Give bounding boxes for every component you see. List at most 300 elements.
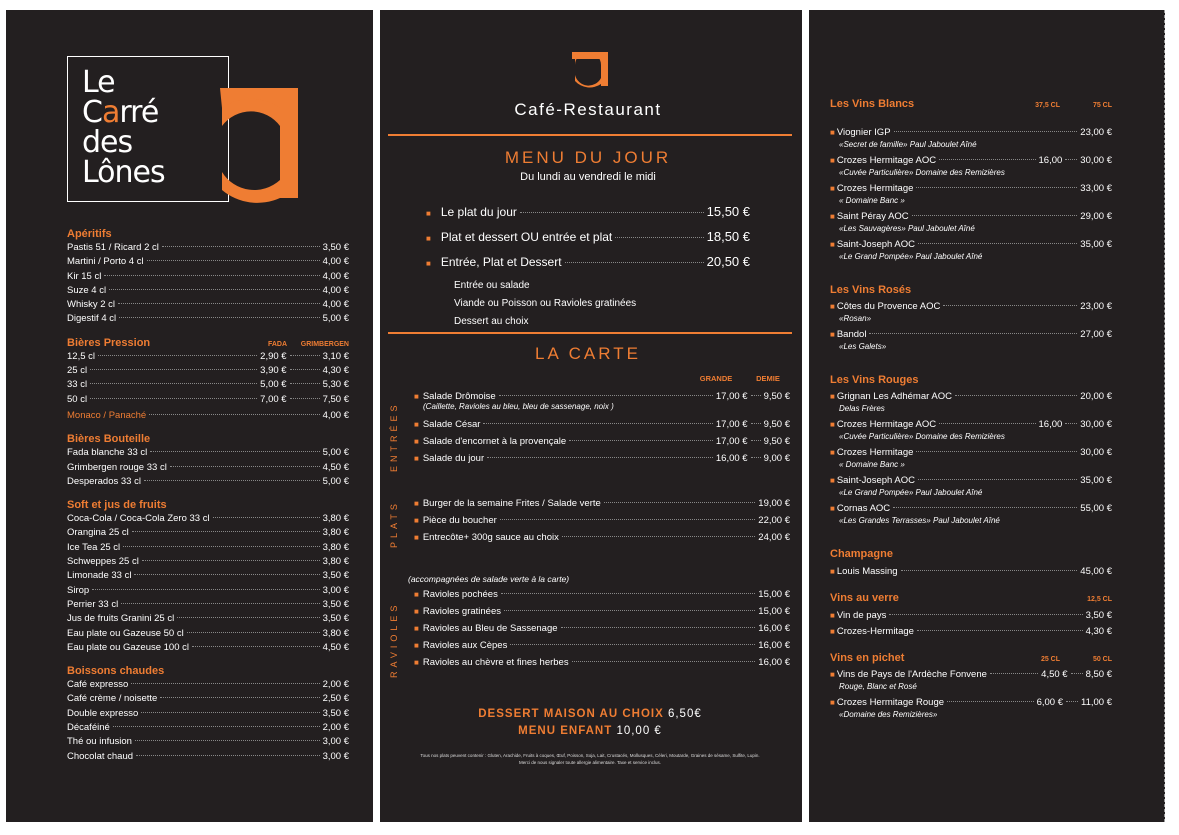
soft-price: 3,80 € bbox=[322, 541, 349, 553]
boisson-chaude-price: 3,00 € bbox=[322, 750, 349, 762]
verre-col: 12,5 CL bbox=[1087, 596, 1112, 603]
aperitif-price: 4,00 € bbox=[322, 270, 349, 282]
boisson-chaude-row bbox=[67, 721, 349, 735]
bullet-icon: ■ bbox=[830, 184, 835, 193]
bieres-pression-title: Bières Pression bbox=[67, 336, 151, 349]
raviole-row bbox=[414, 654, 790, 671]
vin-blanc-name: Viognier IGP bbox=[836, 127, 891, 138]
boissons-chaudes-title: Boissons chaudes bbox=[67, 665, 165, 678]
pression-size: 12,5 cl bbox=[67, 350, 95, 362]
soft-price: 3,00 € bbox=[322, 584, 349, 596]
raviole-name: Ravioles au Bleu de Sassenage bbox=[422, 623, 558, 634]
vin-rouge-item bbox=[830, 474, 1112, 498]
plat-row bbox=[414, 512, 790, 529]
vin-blanc-name: Saint-Joseph AOC bbox=[836, 239, 915, 250]
vin-rouge-row bbox=[830, 474, 1112, 487]
vin-blanc-row bbox=[830, 182, 1112, 195]
bullet-icon: ■ bbox=[830, 504, 835, 513]
soft-name: Coca-Cola / Coca-Cola Zero 33 cl bbox=[67, 513, 210, 525]
monaco-name: Monaco / Panaché bbox=[67, 409, 147, 421]
biere-bouteille-name: Fada blanche 33 cl bbox=[67, 447, 148, 459]
boisson-chaude-name: Thé ou infusion bbox=[67, 736, 132, 748]
menu-du-jour-list bbox=[426, 200, 750, 331]
rule-top bbox=[388, 134, 792, 136]
bullet-icon: ■ bbox=[830, 611, 835, 620]
menu-du-jour-row bbox=[426, 225, 750, 250]
soft-row bbox=[67, 612, 349, 626]
aperitif-price: 4,00 € bbox=[322, 256, 349, 268]
soft-name: Eau plate ou Gazeuse 50 cl bbox=[67, 627, 184, 639]
entree-grande-price: 16,00 € bbox=[715, 453, 748, 464]
aperitif-row bbox=[67, 270, 349, 284]
vin-blanc-producer: «Le Grand Pompée» Paul Jaboulet Aîné bbox=[839, 252, 983, 261]
pression-size: 33 cl bbox=[67, 379, 88, 391]
raviole-price: 16,00 € bbox=[758, 623, 790, 634]
vin-pichet-price: 8,50 € bbox=[1085, 669, 1112, 680]
bullet-icon: ■ bbox=[426, 234, 431, 243]
entree-note: (Caillette, Ravioles au bleu, bleu de sassenage, noix ) bbox=[423, 402, 614, 411]
vin-blanc-price: 35,00 € bbox=[1080, 239, 1112, 250]
soft-price: 3,50 € bbox=[322, 570, 349, 582]
entree-demie-price: 9,50 € bbox=[763, 419, 790, 430]
aperitif-row bbox=[67, 241, 349, 255]
menu-du-jour-detail: Entrée ou salade bbox=[454, 280, 530, 291]
vin-pichet-price: 11,00 € bbox=[1081, 697, 1112, 708]
aperitifs-list bbox=[67, 241, 349, 327]
vin-rouge-item bbox=[830, 390, 1112, 414]
soft-row bbox=[67, 555, 349, 569]
raviole-row bbox=[414, 586, 790, 603]
bullet-icon: ■ bbox=[414, 533, 419, 542]
boisson-chaude-price: 3,00 € bbox=[322, 736, 349, 748]
dessert-price: 6,50€ bbox=[667, 708, 702, 720]
raviole-price: 15,00 € bbox=[758, 606, 790, 617]
blancs-col1: 37,5 CL bbox=[1035, 102, 1060, 109]
vin-blanc-row bbox=[830, 210, 1112, 223]
bullet-icon: ■ bbox=[830, 302, 835, 311]
plat-price: 19,00 € bbox=[758, 498, 790, 509]
fold-gap-left bbox=[373, 10, 380, 822]
vin-rouge-name: Crozes Hermitage bbox=[836, 447, 914, 458]
wines-column bbox=[830, 98, 1112, 724]
plat-row bbox=[414, 495, 790, 512]
fada-price: 2,90 € bbox=[260, 350, 287, 362]
vin-pichet-price-small: 4,50 € bbox=[1041, 669, 1068, 680]
vin-pichet-name: Vins de Pays de l'Ardèche Fonvene bbox=[836, 669, 987, 680]
vin-rouge-producer: «Les Grandes Terrasses» Paul Jaboulet Aîné bbox=[839, 516, 1000, 525]
vin-rouge-name: Saint-Joseph AOC bbox=[836, 475, 915, 486]
vin-rose-producer: «Rosan» bbox=[839, 314, 872, 323]
soft-name: Limonade 33 cl bbox=[67, 570, 132, 582]
logo-text bbox=[82, 65, 232, 190]
entree-row bbox=[414, 450, 790, 467]
bullet-icon: ■ bbox=[830, 240, 835, 249]
champagne-name: Louis Massing bbox=[836, 566, 898, 577]
soft-row bbox=[67, 541, 349, 555]
aperitif-price: 4,00 € bbox=[322, 284, 349, 296]
boisson-chaude-price: 3,50 € bbox=[322, 707, 349, 719]
menu-du-jour-name: Plat et dessert OU entrée et plat bbox=[440, 230, 613, 244]
vins-roses-title: Les Vins Rosés bbox=[830, 284, 912, 296]
aperitif-price: 4,00 € bbox=[322, 299, 349, 311]
soft-price: 3,50 € bbox=[322, 613, 349, 625]
vin-blanc-price: 23,00 € bbox=[1080, 127, 1112, 138]
plat-price: 24,00 € bbox=[758, 532, 790, 543]
aperitifs-title: Apéritifs bbox=[67, 228, 112, 240]
fada-header: FADA bbox=[267, 340, 287, 348]
entree-demie-price: 9,50 € bbox=[763, 391, 790, 402]
menu-du-jour-price: 15,50 € bbox=[706, 204, 750, 219]
vin-blanc-name: Crozes Hermitage bbox=[836, 183, 914, 194]
soft-name: Ice Tea 25 cl bbox=[67, 541, 121, 553]
aperitif-name: Martini / Porto 4 cl bbox=[67, 256, 144, 268]
fada-price: 5,00 € bbox=[260, 379, 287, 391]
soft-title: Soft et jus de fruits bbox=[67, 499, 167, 512]
raviole-name: Ravioles au chèvre et fines herbes bbox=[422, 657, 569, 668]
boisson-chaude-row bbox=[67, 735, 349, 749]
dessert-line bbox=[388, 708, 792, 720]
menu-du-jour-detail: Viande ou Poisson ou Ravioles gratinées bbox=[454, 298, 637, 309]
vin-blanc-producer: «Secret de famille» Paul Jaboulet Aîné bbox=[839, 140, 977, 149]
vin-rouge-row bbox=[830, 390, 1112, 403]
dessert-label: DESSERT MAISON AU CHOIX bbox=[478, 708, 664, 720]
vin-verre-name: Crozes-Hermitage bbox=[836, 626, 914, 637]
vin-blanc-item bbox=[830, 154, 1112, 178]
bullet-icon: ■ bbox=[414, 420, 419, 429]
vin-rose-item bbox=[830, 300, 1112, 324]
menu-du-jour-subtitle: Du lundi au vendredi le midi bbox=[520, 171, 656, 183]
rule-middle bbox=[388, 332, 792, 334]
vin-rouge-item bbox=[830, 446, 1112, 470]
champagne-title: Champagne bbox=[830, 548, 893, 560]
boisson-chaude-name: Double expresso bbox=[67, 707, 139, 719]
vin-rose-producer: «Les Galets» bbox=[839, 342, 887, 351]
vin-rouge-row bbox=[830, 446, 1112, 459]
pression-row bbox=[67, 364, 349, 378]
pression-row bbox=[67, 350, 349, 364]
raviole-row bbox=[414, 637, 790, 654]
entree-name: Salade César bbox=[422, 419, 481, 430]
biere-bouteille-price: 4,50 € bbox=[322, 461, 349, 473]
boisson-chaude-row bbox=[67, 692, 349, 706]
bullet-icon: ■ bbox=[830, 627, 835, 636]
boisson-chaude-row bbox=[67, 750, 349, 764]
bullet-icon: ■ bbox=[830, 448, 835, 457]
bullet-icon: ■ bbox=[830, 330, 835, 339]
demie-header: DEMIE bbox=[756, 374, 780, 383]
grimbergen-header: GRIMBERGEN bbox=[300, 340, 349, 348]
bullet-icon: ■ bbox=[414, 437, 419, 446]
logo-line-2: Carré bbox=[82, 95, 159, 130]
aperitif-row bbox=[67, 255, 349, 269]
drinks-column bbox=[67, 218, 349, 764]
plat-name: Entrecôte+ 300g sauce au choix bbox=[422, 532, 559, 543]
soft-row bbox=[67, 569, 349, 583]
champagne-price: 45,00 € bbox=[1080, 566, 1112, 577]
bullet-icon: ■ bbox=[830, 698, 835, 707]
vin-rouge-row bbox=[830, 502, 1112, 515]
boisson-chaude-name: Décaféiné bbox=[67, 722, 110, 734]
bieres-pression-list bbox=[67, 350, 349, 407]
bieres-bouteille-title: Bières Bouteille bbox=[67, 433, 151, 446]
soft-price: 3,80 € bbox=[322, 556, 349, 568]
boisson-chaude-row bbox=[67, 707, 349, 721]
grande-header: GRANDE bbox=[699, 374, 733, 383]
entree-grande-price: 17,00 € bbox=[715, 419, 748, 430]
ravioles-vertical-label: RAVIOLES bbox=[389, 601, 399, 678]
vin-rouge-price: 20,00 € bbox=[1080, 391, 1112, 402]
vin-blanc-item bbox=[830, 126, 1112, 150]
vin-blanc-row bbox=[830, 238, 1112, 251]
aperitif-name: Digestif 4 cl bbox=[67, 313, 117, 325]
bieres-pression-head bbox=[67, 337, 349, 349]
crop-mark-right bbox=[1164, 10, 1165, 822]
bullet-icon: ■ bbox=[414, 392, 419, 401]
vin-blanc-item bbox=[830, 182, 1112, 206]
raviole-name: Ravioles aux Cèpes bbox=[422, 640, 508, 651]
grimbergen-price: 4,30 € bbox=[322, 365, 349, 377]
menu-du-jour-detail: Dessert au choix bbox=[454, 316, 529, 327]
vin-blanc-price-small: 16,00 bbox=[1038, 155, 1063, 166]
vin-pichet-price-small: 6,00 € bbox=[1036, 697, 1063, 708]
vin-rouge-name: Crozes Hermitage AOC bbox=[836, 419, 937, 430]
raviole-row bbox=[414, 603, 790, 620]
boisson-chaude-name: Café crème / noisette bbox=[67, 693, 158, 705]
bullet-icon: ■ bbox=[830, 392, 835, 401]
raviole-row bbox=[414, 620, 790, 637]
logo-line-1: Le bbox=[82, 65, 115, 100]
pression-size: 50 cl bbox=[67, 393, 88, 405]
bullet-icon: ■ bbox=[830, 212, 835, 221]
soft-price: 3,80 € bbox=[322, 527, 349, 539]
vin-rouge-producer: « Domaine Banc » bbox=[839, 460, 905, 469]
menu-du-jour-title: MENU DU JOUR bbox=[504, 148, 672, 167]
menu-du-jour-row bbox=[426, 250, 750, 275]
fold-gap-right bbox=[802, 10, 809, 822]
vin-rose-row bbox=[830, 300, 1112, 313]
soft-row bbox=[67, 641, 349, 655]
aperitif-name: Pastis 51 / Ricard 2 cl bbox=[67, 242, 159, 253]
vin-rouge-price: 35,00 € bbox=[1080, 475, 1112, 486]
vin-blanc-price: 30,00 € bbox=[1080, 155, 1112, 166]
logo-line-3: des bbox=[82, 125, 133, 160]
soft-row bbox=[67, 598, 349, 612]
vins-en-pichet-head bbox=[830, 652, 1112, 664]
biere-bouteille-price: 5,00 € bbox=[322, 447, 349, 459]
bullet-icon: ■ bbox=[830, 128, 835, 137]
enfant-price: 10,00 € bbox=[616, 725, 662, 737]
vins-au-verre-title: Vins au verre bbox=[830, 592, 899, 604]
vin-rouge-item bbox=[830, 502, 1112, 526]
bullet-icon: ■ bbox=[830, 420, 835, 429]
menu-du-jour-price: 20,50 € bbox=[706, 254, 750, 269]
vin-blanc-producer: «Cuvée Particulière» Domaine des Remizières bbox=[839, 168, 1005, 177]
allergens-note: Tous nos plats peuvent contenir : Gluten, Arachide, Fruits à coques, Œuf, Poisson, Soja, Lait, Crustacés, Mollusques, Céleri, Moutarde, Graines de sésame, Sulfite, Lupin. Merci de nous signaler toute allergie alimentaire. Taxe et service inclus. bbox=[420, 753, 760, 765]
vin-rouge-producer: «Le Grand Pompée» Paul Jaboulet Aîné bbox=[839, 488, 983, 497]
soft-price: 3,50 € bbox=[322, 598, 349, 610]
fada-price: 3,90 € bbox=[260, 365, 287, 377]
biere-bouteille-name: Desperados 33 cl bbox=[67, 475, 141, 487]
bullet-icon: ■ bbox=[414, 607, 419, 616]
vin-verre-price: 4,30 € bbox=[1085, 626, 1112, 637]
bullet-icon: ■ bbox=[426, 209, 431, 218]
soft-price: 4,50 € bbox=[322, 641, 349, 653]
soft-name: Jus de fruits Granini 25 cl bbox=[67, 613, 175, 625]
carte-headers bbox=[686, 374, 790, 383]
vin-blanc-item bbox=[830, 210, 1112, 234]
raviole-price: 16,00 € bbox=[758, 657, 790, 668]
vin-blanc-row bbox=[830, 154, 1112, 167]
vins-au-verre-head bbox=[830, 592, 1112, 604]
raviole-name: Ravioles gratinées bbox=[422, 606, 501, 617]
grimbergen-price: 3,10 € bbox=[322, 350, 349, 362]
cafe-restaurant-subtitle: Café-Restaurant bbox=[514, 100, 662, 119]
vins-blancs-title: Les Vins Blancs bbox=[830, 98, 915, 110]
bullet-icon: ■ bbox=[426, 259, 431, 268]
raviole-name: Ravioles pochées bbox=[422, 589, 498, 600]
vin-rose-name: Côtes du Provence AOC bbox=[836, 301, 941, 312]
vin-blanc-producer: « Domaine Banc » bbox=[839, 196, 905, 205]
vin-blanc-item bbox=[830, 238, 1112, 262]
vin-rose-row bbox=[830, 328, 1112, 341]
bullet-icon: ■ bbox=[830, 156, 835, 165]
entree-name: Salade d'encornet à la provençale bbox=[422, 436, 567, 447]
vin-rouge-price: 30,00 € bbox=[1080, 447, 1112, 458]
plat-row bbox=[414, 529, 790, 546]
grimbergen-price: 5,30 € bbox=[322, 379, 349, 391]
vin-pichet-row bbox=[830, 668, 1112, 681]
plat-price: 22,00 € bbox=[758, 515, 790, 526]
ravioles-note: (accompagnées de salade verte à la carte) bbox=[408, 574, 570, 584]
grimbergen-price: 7,50 € bbox=[322, 393, 349, 405]
boisson-chaude-row bbox=[67, 678, 349, 692]
aperitif-row bbox=[67, 312, 349, 326]
biere-bouteille-row bbox=[67, 446, 349, 460]
soft-name: Schweppes 25 cl bbox=[67, 556, 139, 568]
bullet-icon: ■ bbox=[414, 641, 419, 650]
vin-verre-row bbox=[830, 624, 1112, 640]
fada-price: 7,00 € bbox=[260, 393, 287, 405]
bullet-icon: ■ bbox=[830, 567, 835, 576]
soft-name: Orangina 25 cl bbox=[67, 527, 129, 539]
vin-rouge-row bbox=[830, 418, 1112, 431]
pression-row bbox=[67, 378, 349, 392]
vin-rose-price: 23,00 € bbox=[1080, 301, 1112, 312]
aperitif-name: Kir 15 cl bbox=[67, 270, 102, 282]
soft-row bbox=[67, 584, 349, 598]
vin-verre-price: 3,50 € bbox=[1085, 610, 1112, 621]
aperitif-name: Whisky 2 cl bbox=[67, 299, 116, 311]
aperitif-price: 5,00 € bbox=[322, 313, 349, 325]
menu-sheet bbox=[6, 10, 1165, 822]
bieres-bouteille-list bbox=[67, 446, 349, 489]
vin-verre-row bbox=[830, 608, 1112, 624]
pichet-col1: 25 CL bbox=[1040, 656, 1060, 663]
bullet-icon: ■ bbox=[830, 476, 835, 485]
biere-bouteille-price: 5,00 € bbox=[322, 475, 349, 487]
entree-name: Salade Drômoise bbox=[422, 391, 496, 402]
soft-row bbox=[67, 526, 349, 540]
entree-demie-price: 9,00 € bbox=[763, 453, 790, 464]
vins-blancs-head bbox=[830, 98, 1112, 110]
boissons-chaudes-list bbox=[67, 678, 349, 764]
plat-name: Burger de la semaine Frites / Salade verte bbox=[422, 498, 601, 509]
vin-blanc-producer: «Les Sauvagères» Paul Jaboulet Aîné bbox=[839, 224, 975, 233]
vin-pichet-producer: «Domaine des Remizières» bbox=[839, 710, 938, 719]
pression-size: 25 cl bbox=[67, 365, 88, 377]
vin-pichet-producer: Rouge, Blanc et Rosé bbox=[839, 682, 917, 691]
biere-bouteille-row bbox=[67, 475, 349, 489]
vin-rouge-price: 55,00 € bbox=[1080, 503, 1112, 514]
vin-blanc-price: 33,00 € bbox=[1080, 183, 1112, 194]
vins-rouges-title: Les Vins Rouges bbox=[830, 374, 919, 386]
bullet-icon: ■ bbox=[414, 499, 419, 508]
bullet-icon: ■ bbox=[414, 454, 419, 463]
boisson-chaude-name: Chocolat chaud bbox=[67, 750, 134, 762]
soft-price: 3,80 € bbox=[322, 513, 349, 525]
vin-pichet-row bbox=[830, 696, 1112, 709]
vin-pichet-name: Crozes Hermitage Rouge bbox=[836, 697, 945, 708]
aperitif-row bbox=[67, 284, 349, 298]
aperitif-price: 3,50 € bbox=[322, 242, 349, 253]
vin-rouge-item bbox=[830, 418, 1112, 442]
soft-name: Sirop bbox=[67, 584, 90, 596]
vin-rouge-price: 30,00 € bbox=[1080, 419, 1112, 430]
soft-list bbox=[67, 512, 349, 655]
blancs-col2: 75 CL bbox=[1092, 102, 1112, 109]
bullet-icon: ■ bbox=[414, 516, 419, 525]
boisson-chaude-price: 2,50 € bbox=[322, 693, 349, 705]
vin-rose-name: Bandol bbox=[836, 329, 867, 340]
biere-bouteille-name: Grimbergen rouge 33 cl bbox=[67, 461, 167, 473]
boisson-chaude-name: Café expresso bbox=[67, 679, 129, 691]
vin-verre-name: Vin de pays bbox=[836, 610, 887, 621]
entrees-vertical-label: ENTRÉES bbox=[389, 401, 399, 472]
vin-rose-item bbox=[830, 328, 1112, 352]
vin-rouge-producer: Delas Frères bbox=[839, 404, 885, 413]
vins-en-pichet-title: Vins en pichet bbox=[830, 652, 905, 664]
plats-list bbox=[414, 495, 790, 546]
boisson-chaude-price: 2,00 € bbox=[322, 722, 349, 734]
entree-grande-price: 17,00 € bbox=[715, 391, 748, 402]
monaco-row bbox=[67, 409, 349, 423]
soft-price: 3,80 € bbox=[322, 627, 349, 639]
bullet-icon: ■ bbox=[830, 670, 835, 679]
vin-rouge-price-small: 16,00 bbox=[1038, 419, 1063, 430]
vin-blanc-price: 29,00 € bbox=[1080, 211, 1112, 222]
raviole-price: 16,00 € bbox=[758, 640, 790, 651]
enfant-label: MENU ENFANT bbox=[518, 725, 613, 737]
menu-du-jour-row bbox=[426, 200, 750, 225]
vin-blanc-name: Saint Péray AOC bbox=[836, 211, 909, 222]
entree-row bbox=[414, 433, 790, 450]
vin-rose-price: 27,00 € bbox=[1080, 329, 1112, 340]
bullet-icon: ■ bbox=[414, 658, 419, 667]
entree-demie-price: 9,50 € bbox=[763, 436, 790, 447]
entree-name: Salade du jour bbox=[422, 453, 485, 464]
vin-pichet-item bbox=[830, 668, 1112, 692]
monaco-price: 4,00 € bbox=[322, 409, 349, 421]
entree-row bbox=[414, 416, 790, 433]
entrees-list bbox=[414, 388, 790, 467]
vin-blanc-name: Crozes Hermitage AOC bbox=[836, 155, 937, 166]
ravioles-list bbox=[408, 572, 790, 671]
vin-pichet-item bbox=[830, 696, 1112, 720]
soft-name: Perrier 33 cl bbox=[67, 598, 119, 610]
logo-line-4: Lônes bbox=[82, 155, 165, 190]
menu-du-jour-price: 18,50 € bbox=[706, 229, 750, 244]
plats-vertical-label: PLATS bbox=[389, 500, 399, 548]
